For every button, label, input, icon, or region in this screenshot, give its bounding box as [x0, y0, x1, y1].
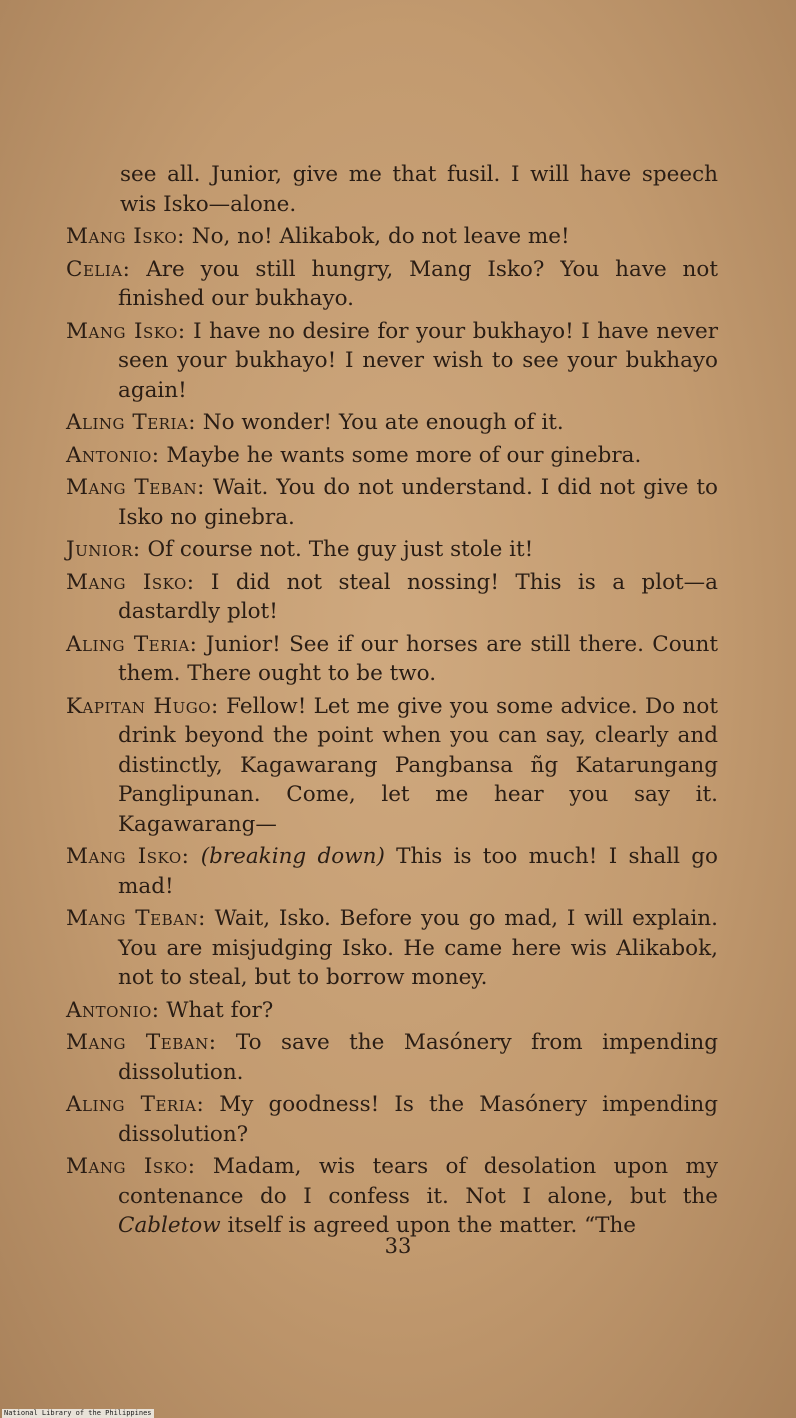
speech-text: I have no desire for your bukhayo! I have never seen your bukhayo! I never wish to see your bukhayo again!	[118, 318, 718, 403]
speaker-name: Celia:	[66, 256, 131, 282]
speaker-name: Aling Teria:	[66, 631, 198, 657]
dialogue-line	[66, 904, 718, 993]
speech-text: Wait, Isko. Before you go mad, I will explain. You are misjudging Isko. He came here wis Alikabok, not to steal, but to borrow money.	[118, 906, 718, 990]
page-number: 33	[384, 1234, 412, 1258]
speech-text: No, no! Alikabok, do not leave me!	[191, 224, 570, 249]
speech-text: To save the Masónery from impending dissolution.	[118, 1030, 718, 1085]
dialogue-line	[66, 1152, 718, 1241]
speech-text: My goodness! Is the Masónery impending dissolution?	[118, 1092, 718, 1147]
speech-text: What for?	[166, 997, 274, 1023]
dialogue-line	[66, 1028, 718, 1087]
speaker-name: Mang Teban:	[66, 1030, 217, 1055]
speaker-name: Mang Teban:	[66, 906, 206, 931]
speaker-name: Aling Teria:	[66, 1092, 205, 1117]
speech-text: Wait. You do not understand. I did not give to Isko no ginebra.	[118, 475, 718, 530]
speaker-name: Antonio:	[66, 997, 160, 1023]
speech-text: This is too much! I shall go mad!	[118, 844, 718, 899]
dialogue-line	[66, 255, 718, 314]
stage-direction	[201, 844, 385, 869]
speaker-name: Mang Isko:	[66, 569, 195, 595]
italic-title: Cabletow	[118, 1213, 221, 1238]
library-watermark: National Library of the Philippines	[4, 1409, 152, 1417]
dialogue-line	[66, 317, 718, 406]
speaker-name: Junior:	[66, 537, 141, 562]
dialogue-line	[66, 568, 718, 627]
speech-text: No wonder! You ate enough of it.	[202, 410, 564, 435]
speech-text: see all. Junior, give me that fusil. I will have speech wis Isko—alone.	[120, 162, 718, 217]
dialogue-line	[66, 1090, 718, 1149]
dialogue-line	[66, 160, 718, 219]
dialogue-line	[66, 535, 718, 565]
speaker-name: Mang Isko:	[66, 224, 185, 249]
play-text	[66, 160, 718, 1244]
speaker-name: Mang Isko:	[66, 1154, 196, 1179]
speech-text: Of course not. The guy just stole it!	[147, 537, 534, 562]
speaker-name: Kapitan Hugo:	[66, 693, 219, 719]
speech-text: Fellow! Let me give you some advice. Do not drink beyond the point when you can say, clearly and distinctly, Kagawarang Pangbansa ñg Katarungang Panglipunan. Come, let me hear you say it. Kagawarang—	[118, 693, 718, 837]
speaker-name: Mang Teban:	[66, 475, 205, 500]
dialogue-line	[66, 842, 718, 901]
dialogue-line	[66, 441, 718, 471]
stage-direction-text: (breaking down)	[200, 844, 385, 869]
speaker-name: Mang Isko:	[66, 318, 186, 344]
speech-text: Are you still hungry, Mang Isko? You have not finished our bukhayo.	[118, 256, 718, 311]
speech-text: I did not steal nossing! This is a plot—a dastardly plot!	[118, 569, 718, 624]
dialogue-line	[66, 630, 718, 689]
speaker-name: Antonio:	[66, 442, 160, 468]
speech-text: Maybe he wants some more of our ginebra.	[166, 442, 642, 468]
dialogue-line	[66, 692, 718, 840]
dialogue-line	[66, 408, 718, 438]
dialogue-line	[66, 473, 718, 532]
speech-text-tail: itself is agreed upon the matter. “The	[227, 1213, 637, 1238]
dialogue-line	[66, 996, 718, 1026]
speaker-name: Aling Teria:	[66, 410, 196, 435]
speech-text: Junior! See if our horses are still there. Count them. There ought to be two.	[118, 631, 718, 686]
speech-text: Madam, wis tears of desolation upon my contenance do I confess it. Not I alone, but the	[118, 1154, 718, 1209]
dialogue-line	[66, 222, 718, 252]
speaker-name: Mang Isko:	[66, 844, 190, 869]
